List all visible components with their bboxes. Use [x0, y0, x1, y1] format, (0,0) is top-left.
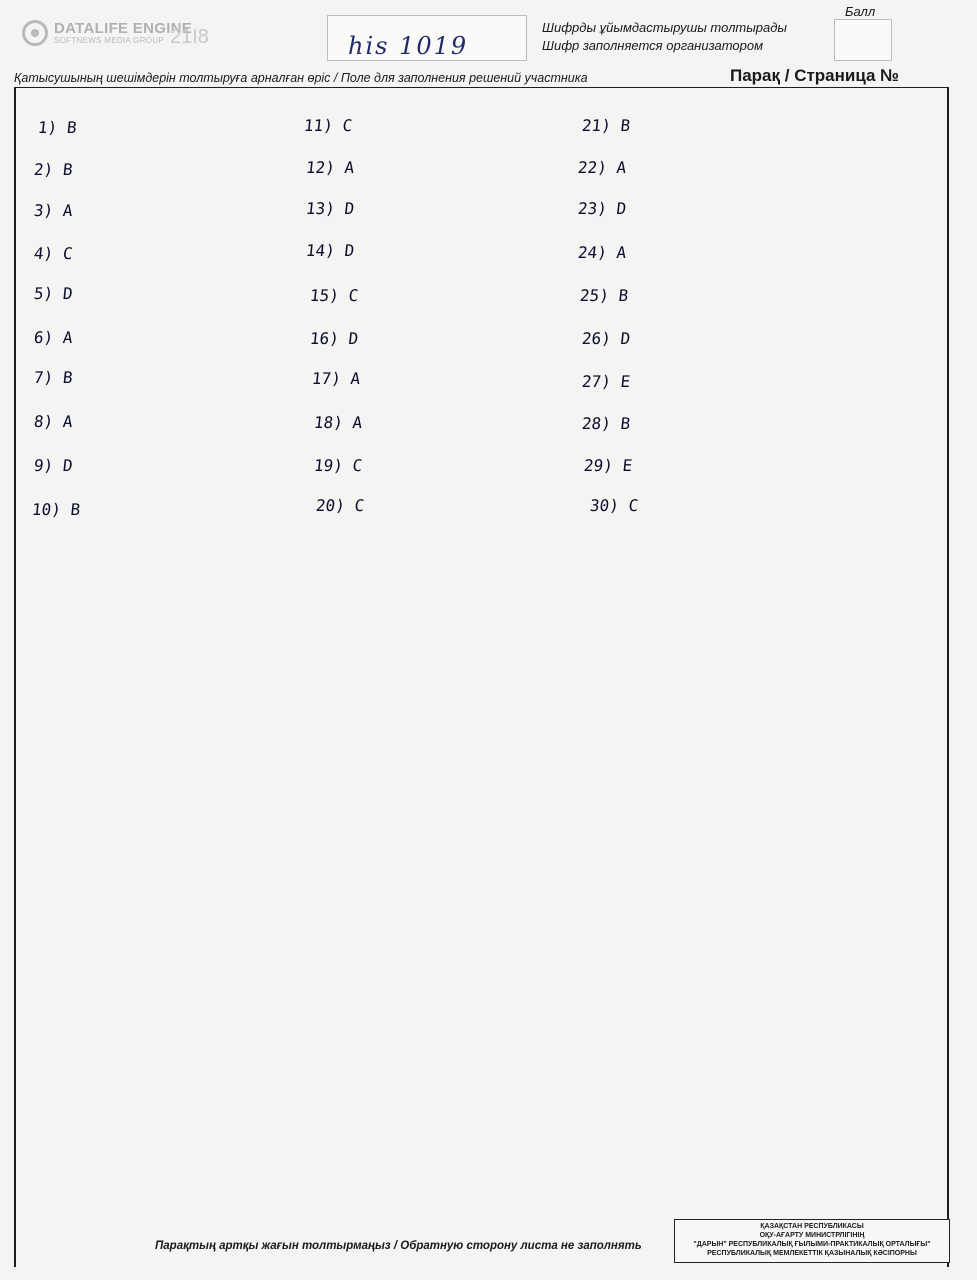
answer-item: 30) C [589, 496, 640, 515]
answer-item: 17) A [311, 369, 362, 388]
answer-item: 1) B [37, 118, 78, 137]
watermark-title: DATALIFE ENGINE [54, 20, 193, 37]
stamp-line: "ДАРЫН" РЕСПУБЛИКАЛЫҚ ҒЫЛЫМИ-ПРАКТИКАЛЫҚ ОРТАЛЫҒЫ" [693, 1241, 931, 1248]
answer-item: 16) D [309, 329, 360, 348]
answer-item: 18) A [313, 413, 364, 432]
answer-item: 5) D [33, 284, 74, 303]
answer-item: 8) A [33, 412, 74, 431]
answer-item: 9) D [33, 456, 74, 475]
answer-item: 20) C [315, 496, 366, 515]
answer-item: 24) A [577, 243, 628, 262]
answer-item: 10) B [31, 500, 82, 519]
answer-item: 15) C [309, 286, 360, 305]
answer-item: 22) A [577, 158, 628, 177]
answer-item: 27) E [581, 372, 632, 391]
answer-item: 14) D [305, 241, 356, 260]
answer-item: 11) C [303, 116, 354, 135]
answer-item: 21) B [581, 116, 632, 135]
datalife-logo-icon [22, 20, 48, 46]
answer-item: 2) B [33, 160, 74, 179]
answer-field-title: Қатысушының шешімдерін толтыруға арналған өріс / Поле для заполнения решений участника [14, 71, 588, 85]
answer-item: 4) C [33, 244, 74, 263]
organizer-note-kz: Шифрды ұйымдастырушы толтырады [542, 20, 788, 35]
stamp-line: ҚАЗАҚСТАН РЕСПУБЛИКАСЫ [760, 1223, 864, 1230]
ghost-text: 21I8 [170, 26, 209, 48]
stamp-line: ОҚУ-АҒАРТУ МИНИСТРЛІГІНІҢ [759, 1232, 865, 1239]
organization-stamp [674, 1219, 950, 1263]
answer-item: 25) B [579, 286, 630, 305]
cipher-box [327, 15, 527, 61]
watermark [22, 20, 192, 46]
answer-item: 6) A [33, 328, 74, 347]
score-box [834, 19, 892, 61]
page-number-label: Парақ / Страница № [730, 66, 900, 85]
answer-item: 3) A [33, 201, 74, 220]
stamp-line: РЕСПУБЛИКАЛЫҚ МЕМЛЕКЕТТІК ҚАЗЫНАЛЫҚ КӘСІПОРНЫ [707, 1250, 917, 1257]
answer-item: 29) E [583, 456, 634, 475]
answer-item: 19) C [313, 456, 364, 475]
answer-item: 28) B [581, 414, 632, 433]
organizer-note-ru: Шифр заполняется организатором [542, 38, 763, 53]
answer-item: 7) B [33, 368, 74, 387]
answer-item: 23) D [577, 199, 628, 218]
watermark-subtitle: SOFTNEWS MEDIA GROUP [54, 36, 165, 45]
cipher-value: his 1019 [348, 32, 469, 60]
answer-item: 12) A [305, 158, 356, 177]
score-label: Балл [845, 4, 876, 19]
answer-item: 26) D [581, 329, 632, 348]
footer-note: Парақтың артқы жағын толтырмаңыз / Обратную сторону листа не заполнять [155, 1240, 642, 1252]
answer-item: 13) D [305, 199, 356, 218]
answer-area [14, 87, 949, 1267]
